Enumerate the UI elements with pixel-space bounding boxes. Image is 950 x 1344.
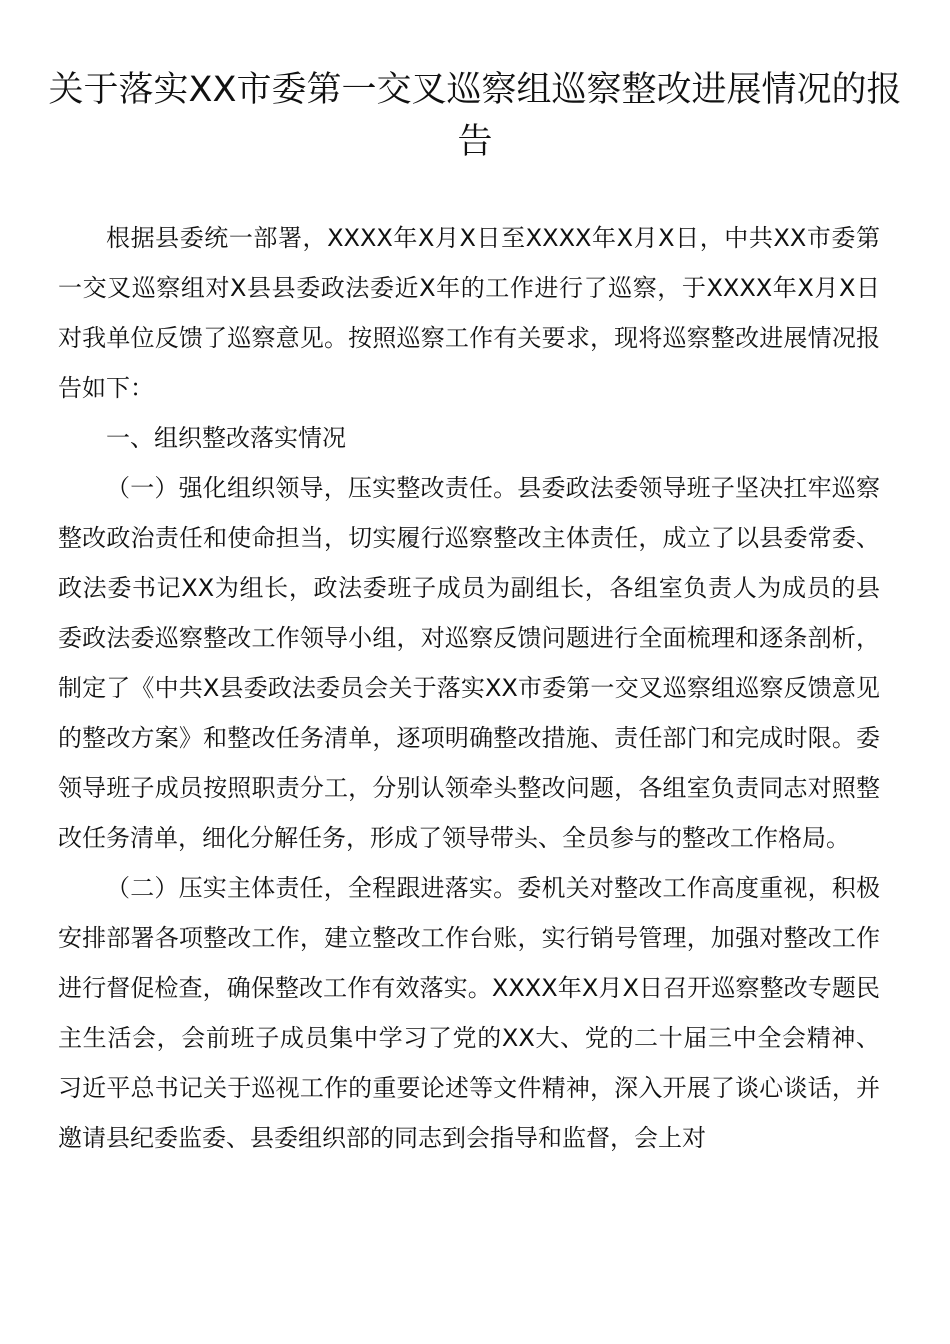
section-heading: 一、组织整改落实情况 bbox=[106, 424, 346, 452]
document-title: 关于落实XX市委第一交叉巡察组巡察整改进展情况的报告 bbox=[48, 70, 902, 162]
subsection-paragraph-1: （一）强化组织领导，压实整改责任。县委政法委领导班子坚决扛牢巡察整改政治责任和使命担当，切实履行巡察整改主体责任，成立了以县委常委、政法委书记XX为组长，政法委班子成员为副组长，各组室负责人为成员的县委政法委巡察整改工作领导小组，对巡察反馈问题进行全面梳理和逐条剖析，制定了《中共X县委政法委员会关于落实XX市委第一交叉巡察组巡察反馈意见的整改方案》和整改任务清单，逐项明确整改措施、责任部门和完成时限。委领导班子成员按照职责分工，分别认领牵头整改问题，各组室负责同志对照整改任务清单，细化分解任务，形成了领导带头、全员参与的整改工作格局。 bbox=[58, 474, 880, 852]
intro-paragraph: 根据县委统一部署，XXXX年X月X日至XXXX年X月X日，中共XX市委第一交叉巡察组对X县县委政法委近X年的工作进行了巡察，于XXXX年X月X日对我单位反馈了巡察意见。按照巡察工作有关要求，现将巡察整改进展情况报告如下： bbox=[58, 224, 880, 402]
document-body bbox=[58, 213, 880, 1163]
subsection-paragraph-2: （二）压实主体责任，全程跟进落实。委机关对整改工作高度重视，积极安排部署各项整改工作，建立整改工作台账，实行销号管理，加强对整改工作进行督促检查，确保整改工作有效落实。XXXX年X月X日召开巡察整改专题民主生活会，会前班子成员集中学习了党的XX大、党的二十届三中全会精神、习近平总书记关于巡视工作的重要论述等文件精神，深入开展了谈心谈话，并邀请县纪委监委、县委组织部的同志到会指导和监督，会上对 bbox=[58, 874, 880, 1152]
